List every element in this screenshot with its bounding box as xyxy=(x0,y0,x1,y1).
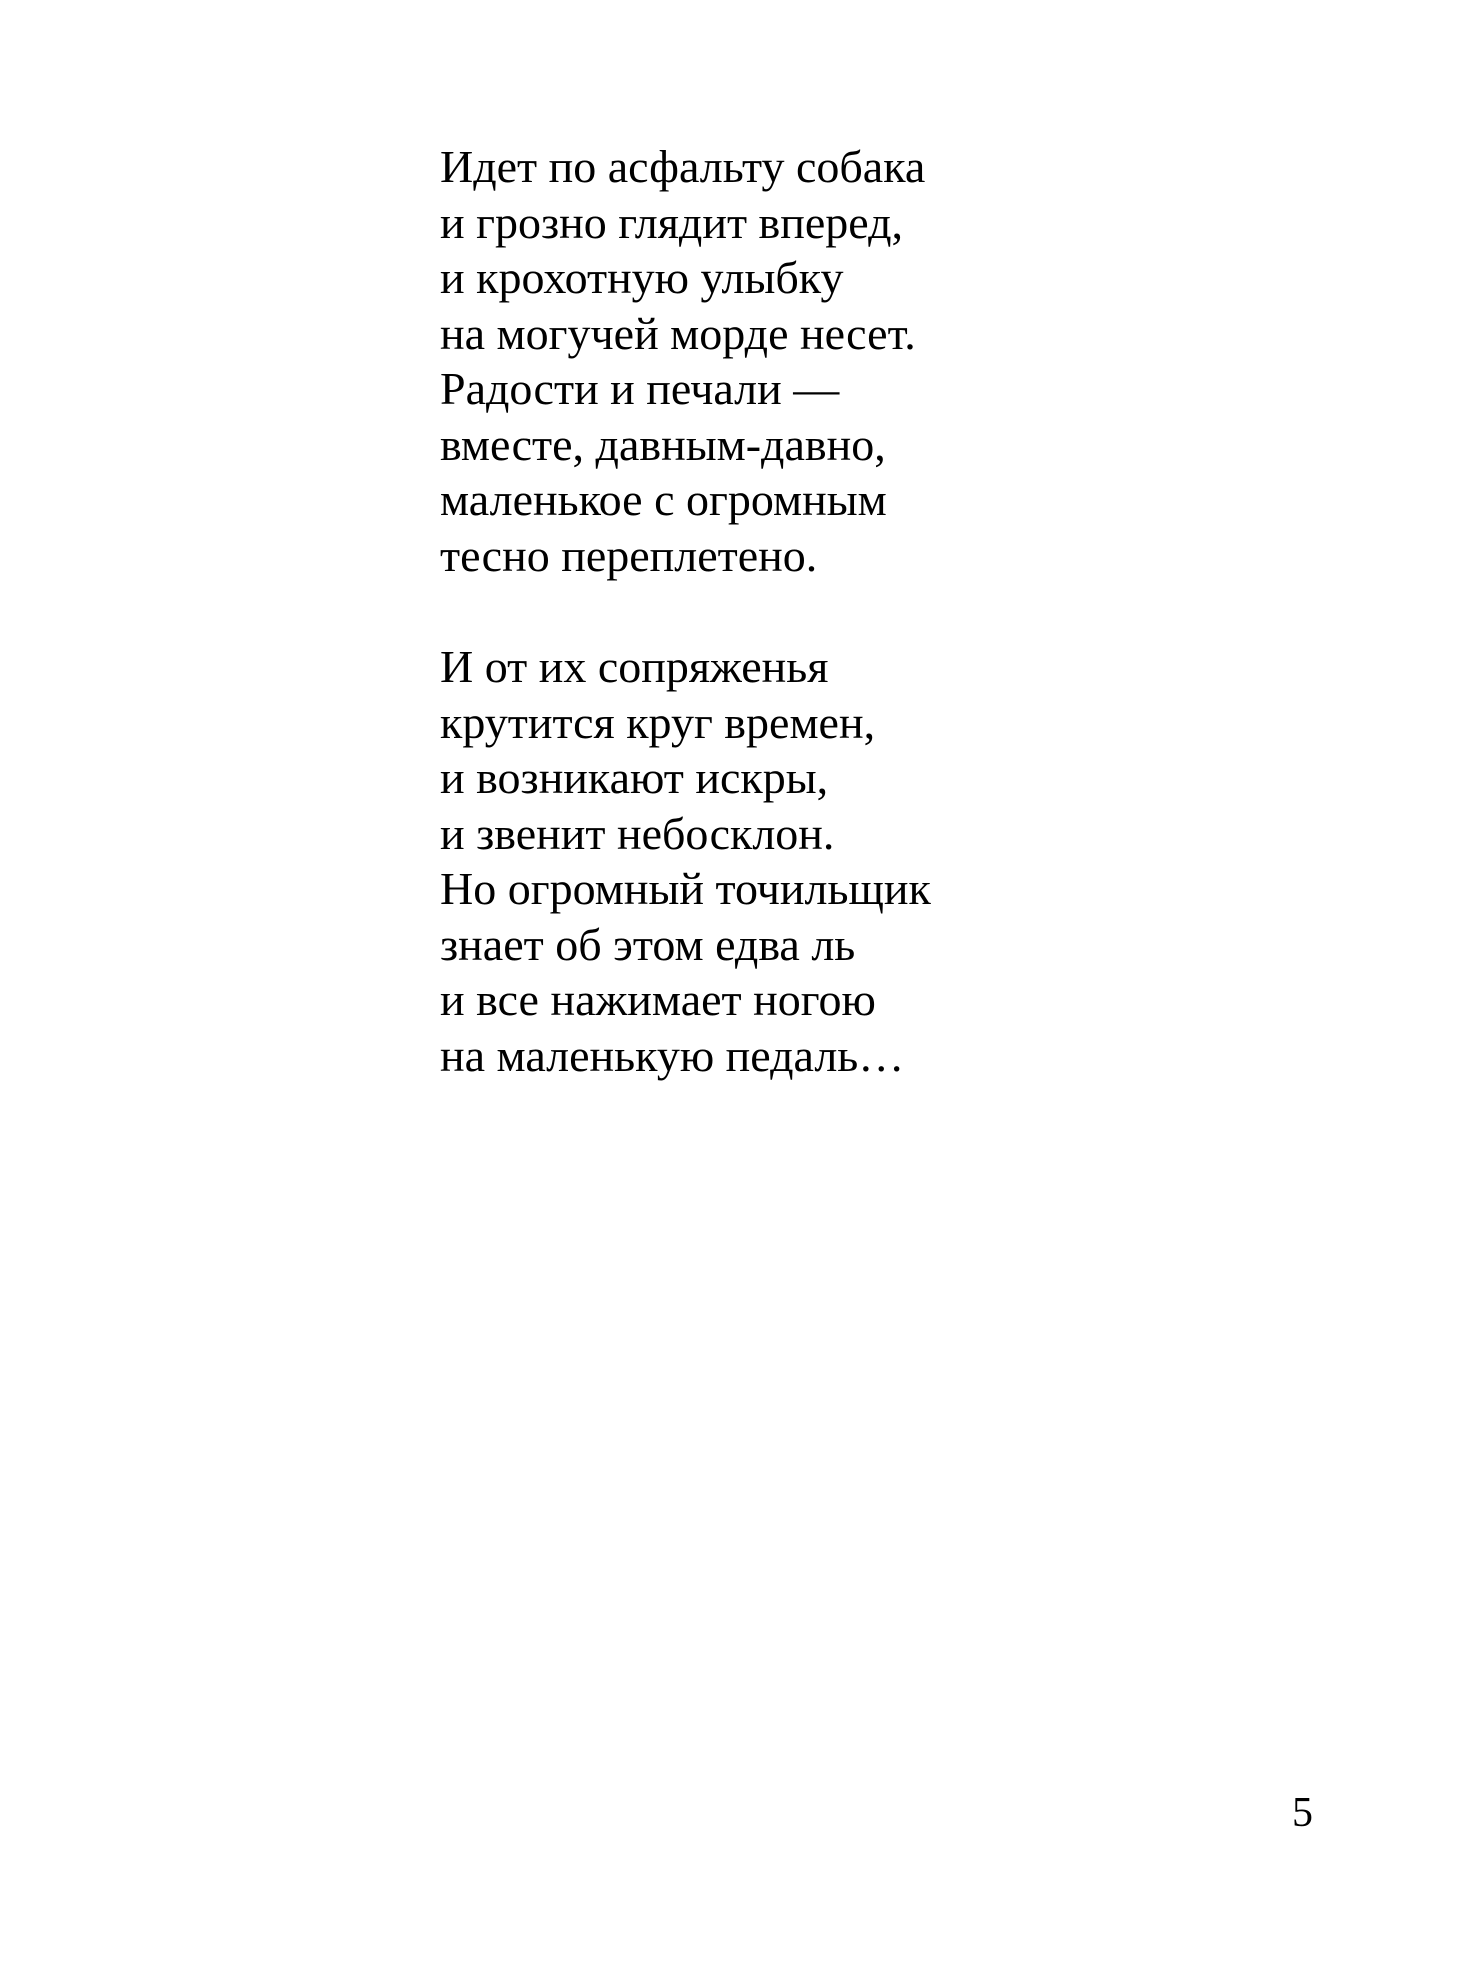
poem-line: крутится круг времен, xyxy=(440,696,876,748)
poem-line: и крохотную улыбку xyxy=(440,252,844,303)
poem-line: на могучей морде несет. xyxy=(440,307,916,359)
poem-line: Но огромный точильщик xyxy=(440,863,931,914)
poem-line: знает об этом едва ль xyxy=(440,918,856,970)
poem-line: и возникают искры, xyxy=(440,752,829,803)
poem-line: и все нажимает ногою xyxy=(440,974,876,1025)
poem-line: вместе, давным-давно, xyxy=(440,418,886,470)
stanza-1 xyxy=(440,139,1340,583)
poem-line: и грозно глядит вперед, xyxy=(440,196,904,248)
poem-line: Радости и печали — xyxy=(440,363,840,414)
poem xyxy=(440,139,1340,1083)
page-number: 5 xyxy=(1292,1790,1313,1836)
stanza-2 xyxy=(440,639,1340,1083)
poem-line: Идет по асфальту собака xyxy=(440,141,926,192)
poem-line: на маленькую педаль… xyxy=(440,1029,905,1081)
poem-line: тесно переплетено. xyxy=(440,529,818,581)
poem-line: маленькое с огромным xyxy=(440,474,887,525)
poem-line: и звенит небосклон. xyxy=(440,807,835,859)
poem-line: И от их сопряженья xyxy=(440,641,829,692)
